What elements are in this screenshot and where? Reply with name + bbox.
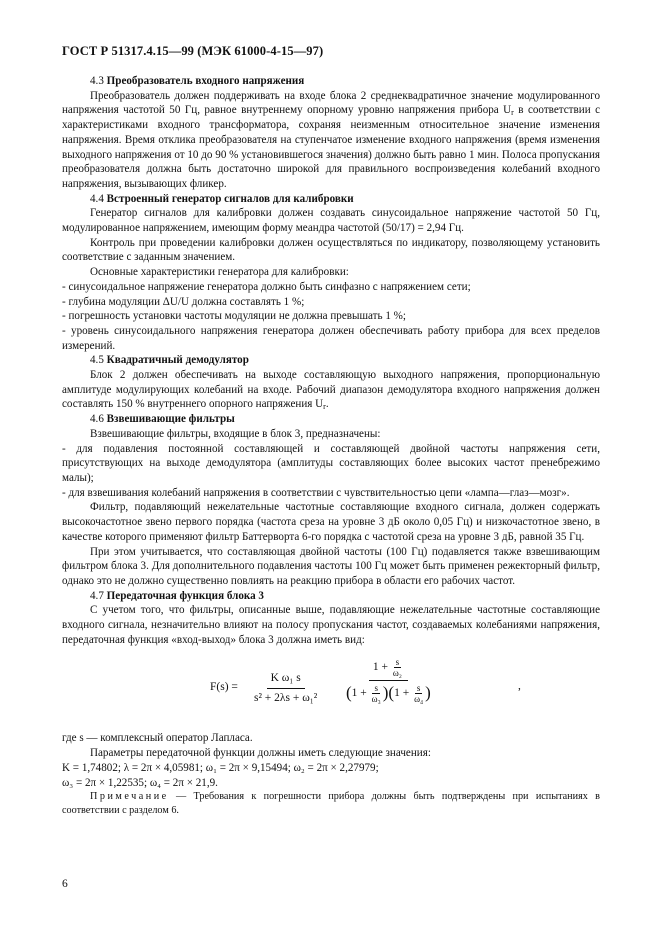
list-item: - глубина модуляции ΔU/U должна составлять 1 %; bbox=[62, 295, 305, 308]
fraction-2-denominator: (1 + $\frac{s}{\text{ω₃}}$ )(1 + $\frac{s}{\text{ω₄}}$ ) bbox=[346, 683, 431, 705]
fraction-1-numerator: K ω₁ s bbox=[267, 671, 305, 689]
section-4-6-paragraph-2: Фильтр, подавляющий нежелательные частотные составляющие входного сигнала, должен содержать высокочастотное звено первого порядка (частота среза на уровне 3 дБ около 0,05 Гц) и низкочастотное звено, в качестве которого применяют фильтр Баттерворта 6-го порядка с частотой среза на уровне 3 дБ, равной 35 Гц. bbox=[62, 501, 600, 543]
section-4-4-paragraph-1: Генератор сигналов для калибровки должен создавать синусоидальное напряжение частотой 50 Гц, модулированное напряжением, имеющим форму меандра частотой (50/17) = 2,94 Гц. bbox=[62, 207, 600, 235]
formula-fraction-1 bbox=[250, 671, 321, 705]
note-label: Примечание bbox=[90, 791, 169, 803]
section-4-6-paragraph-1: Взвешивающие фильтры, входящие в блок 3, предназначены: bbox=[90, 427, 381, 440]
section-4-7-heading: 4.7 Передаточная функция блока 3 bbox=[90, 589, 264, 602]
running-header: ГОСТ Р 51317.4.15—99 (МЭК 61000-4-15—97) bbox=[62, 44, 324, 58]
formula-lhs: F(s) = bbox=[210, 681, 238, 694]
section-4-7-paragraph-1: С учетом того, что фильтры, описанные выше, подавляющие нежелательные частотные составляющие входного сигнала, незначительно влияют на полосу пропускания частот, создаваемых колебаниями напряжения, передаточная функция «вход-выход» блока 3 должна иметь вид: bbox=[62, 604, 600, 646]
section-4-3-heading: 4.3 Преобразователь входного напряжения bbox=[90, 75, 305, 87]
section-4-3-paragraph: Преобразователь должен поддерживать на входе блока 2 среднеквадратичное значение модулированного напряжения частотой 50 Гц, равное внутреннему опорному уровню напряжения прибора $U_r$ в соответствии с характеристиками входного трансформатора, сохраняя неизменным относительное значение изменения напряжения. Время отклика преобразователя на ступенчатое изменение входного напряжения (время изменения выходного напряжения от 10 до 90 % установившегося значения) должно быть равно 1 мин. Полоса пропускания преобразователя должна быть достаточно широкой для правильного воспроизведения колебаний входного напряжения, вызывающих фликер. bbox=[62, 89, 601, 190]
fraction-1-denominator: s² + 2λs + ω₁² bbox=[254, 692, 318, 705]
page-number: 6 bbox=[62, 878, 68, 890]
section-4-6-paragraph-3: При этом учитывается, что составляющая двойной частоты (100 Гц) подавляется также взвешивающим фильтром блока 3. Для дополнительного подавления частоты 100 Гц может быть применен режекторный фильтр, однако это не должно существенно повлиять на реакцию прибора в области его рабочих частот. bbox=[62, 545, 600, 587]
transfer-function-formula bbox=[62, 653, 600, 727]
section-4-5-heading: 4.5 Квадратичный демодулятор bbox=[90, 354, 249, 367]
section-4-4-heading: 4.4 Встроенный генератор сигналов для калибровки bbox=[90, 192, 354, 205]
list-item: - уровень синусоидального напряжения генератора должен обеспечивать работу прибора для всех пределов измерений. bbox=[62, 324, 600, 352]
fraction-2-numerator: 1 + $\frac{s}{\text{ω₂}}$ bbox=[369, 657, 408, 681]
document-body bbox=[62, 74, 600, 817]
laplace-note: где s — комплексный оператор Лапласа. bbox=[62, 732, 253, 745]
section-4-6-heading: 4.6 Взвешивающие фильтры bbox=[90, 413, 235, 426]
formula-comma: , bbox=[518, 680, 521, 693]
list-item: - погрешность установки частоты модуляции не должна превышать 1 %; bbox=[62, 310, 406, 323]
parameters-line-2: ω₃ = 2π × 1,22535; ω₄ = 2π × 21,9. bbox=[62, 776, 218, 789]
section-4-4-paragraph-3: Основные характеристики генератора для калибровки: bbox=[90, 266, 349, 279]
list-item: - для взвешивания колебаний напряжения в соответствии с чувствительностью цепи «лампа—глаз—мозг». bbox=[62, 486, 570, 499]
formula-fraction-2 bbox=[342, 657, 435, 704]
parameters-line-1: K = 1,74802; λ = 2π × 4,05981; ω₁ = 2π × 9,15494; ω₂ = 2π × 2,27979; bbox=[62, 761, 379, 774]
section-4-5-paragraph: Блок 2 должен обеспечивать на выходе составляющую выходного напряжения, пропорциональную амплитуде модулирующих колебаний на входе. Рабочий диапазон демодулятора входного напряжения должен составлять 150 % внутреннего опорного напряжения $U_r$. bbox=[62, 369, 600, 412]
note-paragraph: Примечание — Требования к погрешности прибора должны быть подтверждены при испытаниях в соответствии с разделом 6. bbox=[62, 791, 600, 816]
list-item: - для подавления постоянной составляющей и составляющей двойной частоты напряжения сети, присутствующих на выходе демодулятора (амплитуды составляющих более высоких частот пренебрежимо малы); bbox=[62, 442, 600, 484]
section-4-4-paragraph-2: Контроль при проведении калибровки должен осуществляться по индикатору, позволяющему установить соответствие с заданным значением. bbox=[62, 236, 600, 264]
list-item: - синусоидальное напряжение генератора должно быть синфазно с напряжением сети; bbox=[62, 280, 471, 293]
section-4-7-paragraph-2: Параметры передаточной функции должны иметь следующие значения: bbox=[90, 747, 431, 760]
